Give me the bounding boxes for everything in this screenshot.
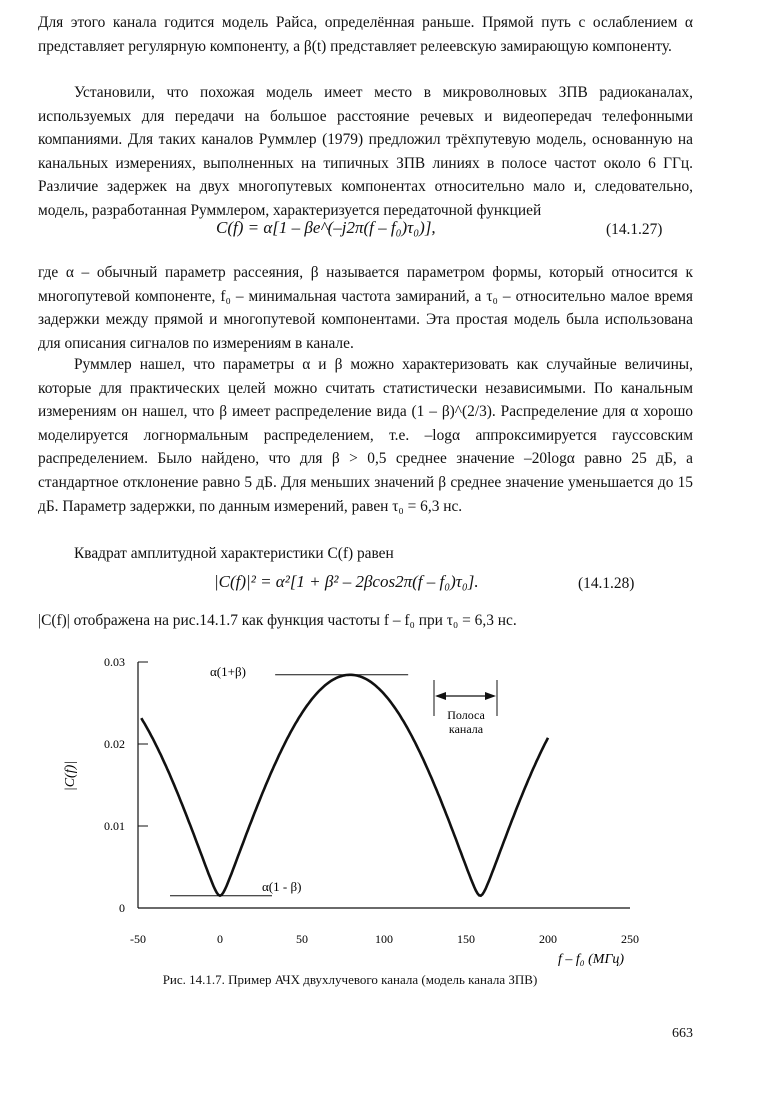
paragraph-2: Установили, что похожая модель имеет место в микроволновых ЗПВ радиоканалах, используемых для передачи на большое расстояние речевых и видеопередач телефонными компаниями. Для таких каналов Руммлер (1979) предложил трёхпутевую модель, основанную на канальных измерениях, выполненных на типичных ЗПВ линиях в полосе частот около 6 ГГц. Различие задержек на двух многопутевых компонентах относительно мало и, следовательно, модель, разработанная Руммлером, характеризуется передаточной функцией bbox=[38, 84, 693, 219]
y-tick-label: 0 bbox=[119, 901, 125, 915]
min-label: α(1 - β) bbox=[262, 879, 302, 894]
equation-14-1-27: C(f) = α[1 – βe^(–j2π(f – f₀)τ₀)], bbox=[216, 218, 436, 237]
y-tick-label: 0.02 bbox=[104, 737, 125, 751]
page-number: 663 bbox=[672, 1026, 693, 1041]
paragraph-1: Для этого канала годится модель Райса, определённая раньше. Прямой путь с ослаблением α представляет регулярную компоненту, а β(t) представляет релеевскую замирающую компоненту. bbox=[38, 14, 693, 55]
paragraph-6: |C(f)| отображена на рис.14.1.7 как функция частоты f – f₀ при τ₀ = 6,3 нс. bbox=[38, 612, 517, 629]
band-label-line2: канала bbox=[448, 722, 484, 736]
x-tick-label: 200 bbox=[539, 932, 557, 946]
amplitude-response-chart bbox=[0, 640, 759, 970]
x-tick-label: 100 bbox=[375, 932, 393, 946]
band-label-line1: Полоса bbox=[447, 708, 485, 722]
equation-number-28: (14.1.28) bbox=[578, 575, 635, 592]
x-tick-label: -50 bbox=[130, 932, 146, 946]
paragraph-5: Квадрат амплитудной характеристики C(f) равен bbox=[74, 545, 394, 562]
equation-14-1-28: |C(f)|² = α²[1 + β² – 2βcos2π(f – f₀)τ₀]. bbox=[214, 572, 479, 591]
x-tick-label: 250 bbox=[621, 932, 639, 946]
x-axis-label: f – f₀ (МГц) bbox=[558, 952, 625, 967]
band-arrow-right-head bbox=[485, 692, 496, 700]
y-axis-label: |C(f)| bbox=[63, 760, 78, 792]
figure-caption: Рис. 14.1.7. Пример АЧХ двухлучевого канала (модель канала ЗПВ) bbox=[162, 972, 538, 987]
paragraph-3: где α – обычный параметр рассеяния, β называется параметром формы, который относится к многопутевой компоненте, f₀ – минимальная частота замираний, а τ₀ – относительно малое время задержки между прямой и многопутевой компонентами. Эта простая модель была использована для описания сигналов по измерениям в канале. bbox=[38, 264, 693, 352]
response-curve bbox=[141, 675, 548, 896]
band-arrow-left-head bbox=[435, 692, 446, 700]
x-tick-label: 0 bbox=[217, 932, 223, 946]
x-tick-label: 50 bbox=[296, 932, 308, 946]
paragraph-4: Руммлер нашел, что параметры α и β можно характеризовать как случайные величины, которые для практических целей можно считать статистически независимыми. По канальным измерениям он нашел, что β имеет распределение вида (1 – β)^(2/3). Распределение для α хорошо моделируется логнормальным распределением, т.е. –logα аппроксимируется гауссовским распределением. Было найдено, что для β > 0,5 среднее значение –20logα равно 25 дБ, а стандартное отклонение равно 5 дБ. Для меньших значений β среднее значение уменьшается до 15 дБ. Параметр задержки, по данным измерений, равен τ₀ = 6,3 нс. bbox=[38, 356, 693, 515]
max-label: α(1+β) bbox=[210, 664, 246, 679]
equation-number-27: (14.1.27) bbox=[606, 221, 663, 238]
x-tick-label: 150 bbox=[457, 932, 475, 946]
y-tick-label: 0.03 bbox=[104, 655, 125, 669]
y-tick-label: 0.01 bbox=[104, 819, 125, 833]
